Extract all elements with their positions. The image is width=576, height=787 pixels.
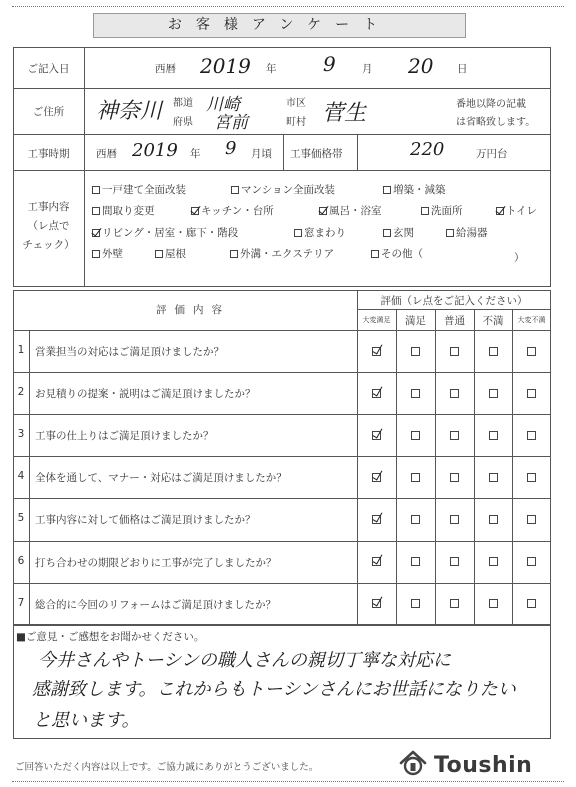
entry-month-unit: 月 bbox=[362, 63, 373, 75]
question-text: 総合的に今回のリフォームはご満足頂けましたか？ bbox=[35, 598, 276, 611]
question-number: 4 bbox=[17, 470, 25, 483]
rating-column-header: 満足 bbox=[405, 315, 426, 327]
question-text: 全体を通して、マナー・対応はご満足頂けましたか？ bbox=[35, 472, 287, 485]
checkbox-icon[interactable] bbox=[421, 207, 429, 215]
rating-checkbox[interactable] bbox=[450, 389, 459, 398]
work-label-line1: 工事内容 bbox=[27, 201, 70, 213]
address-ward: 宮前 bbox=[214, 113, 248, 133]
work-option[interactable] bbox=[383, 182, 446, 197]
work-option[interactable] bbox=[230, 246, 334, 261]
period-month: 9 bbox=[225, 138, 237, 159]
rating-checkbox[interactable] bbox=[527, 431, 536, 440]
comment-line3: と思います。 bbox=[33, 710, 140, 731]
price-value: 220 bbox=[410, 139, 445, 160]
period-era: 西暦 bbox=[96, 148, 117, 160]
city-label: 市区 bbox=[286, 98, 306, 109]
rating-column-header: 大変不満 bbox=[517, 316, 546, 324]
question-number: 2 bbox=[17, 386, 25, 399]
work-option[interactable] bbox=[421, 203, 463, 218]
work-option-label: リビング・居室・廊下・階段 bbox=[102, 227, 239, 239]
work-option-label: トイレ bbox=[506, 205, 537, 217]
rating-checkbox-checked[interactable] bbox=[372, 599, 381, 608]
work-other-close: ） bbox=[514, 252, 525, 264]
question-number: 6 bbox=[17, 554, 25, 567]
question-text: 工事内容に対して価格はご満足頂けましたか？ bbox=[35, 514, 256, 527]
row-divider bbox=[13, 583, 551, 584]
checkbox-icon[interactable] bbox=[155, 250, 163, 258]
rating-checkbox[interactable] bbox=[450, 431, 459, 440]
period-month-unit: 月頃 bbox=[251, 148, 272, 160]
rating-checkbox[interactable] bbox=[450, 473, 459, 482]
rating-checkbox[interactable] bbox=[411, 515, 420, 524]
checkbox-icon[interactable] bbox=[92, 250, 100, 258]
rating-checkbox-checked[interactable] bbox=[372, 515, 381, 524]
rating-checkbox[interactable] bbox=[411, 347, 420, 356]
question-text: お見積りの提案・説明はご満足頂けましたか？ bbox=[35, 388, 256, 401]
rating-checkbox-checked[interactable] bbox=[372, 557, 381, 566]
checkbox-icon[interactable] bbox=[446, 229, 454, 237]
checkbox-icon[interactable] bbox=[92, 207, 100, 215]
question-number: 1 bbox=[17, 344, 25, 357]
rating-checkbox[interactable] bbox=[411, 599, 420, 608]
work-option-label: 増築・減築 bbox=[393, 184, 446, 196]
rating-checkbox-checked[interactable] bbox=[372, 431, 381, 440]
question-text: 打ち合わせの期限どおりに工事が完了しましたか？ bbox=[35, 556, 277, 569]
rating-header: 評価（レ点をご記入ください） bbox=[380, 295, 528, 307]
rating-column-header: 不満 bbox=[482, 315, 504, 327]
comment-line2: 感謝致します。これからもトーシンさんにお世話になりたい bbox=[32, 679, 516, 700]
work-label-line2: （レ点で bbox=[27, 220, 70, 232]
checkbox-icon[interactable] bbox=[231, 186, 239, 194]
rating-checkbox-checked[interactable] bbox=[372, 389, 381, 398]
rating-column-header: 大変満足 bbox=[362, 316, 391, 324]
work-option-label: 洗面所 bbox=[431, 205, 463, 217]
question-text: 工事の仕上りはご満足頂けましたか？ bbox=[35, 430, 214, 443]
address-note-line1: 番地以降の記載 bbox=[456, 99, 526, 110]
rating-checkbox[interactable] bbox=[411, 389, 420, 398]
rating-checkbox[interactable] bbox=[450, 599, 459, 608]
rating-checkbox[interactable] bbox=[527, 389, 536, 398]
entry-month: 9 bbox=[323, 52, 336, 76]
work-option-label: 給湯器 bbox=[456, 227, 488, 239]
rating-checkbox[interactable] bbox=[489, 599, 498, 608]
comment-line1: 今井さんやトーシンの職人さんの親切丁寧な対応に bbox=[38, 650, 451, 671]
rating-checkbox[interactable] bbox=[450, 557, 459, 566]
rating-checkbox[interactable] bbox=[489, 389, 498, 398]
work-option-label: 屋根 bbox=[165, 248, 186, 260]
price-unit: 万円台 bbox=[476, 148, 508, 160]
price-label: 工事価格帯 bbox=[290, 148, 343, 160]
address-note-line2: は省略致します。 bbox=[456, 117, 536, 128]
work-option[interactable] bbox=[92, 182, 186, 197]
work-option-label: その他（ bbox=[381, 248, 423, 260]
rating-checkbox[interactable] bbox=[527, 515, 536, 524]
rating-checkbox[interactable] bbox=[489, 431, 498, 440]
entry-day: 20 bbox=[408, 54, 434, 78]
entry-year: 2019 bbox=[200, 54, 251, 78]
question-number: 3 bbox=[17, 428, 25, 441]
work-option-label: 玄関 bbox=[393, 227, 414, 239]
entry-day-unit: 日 bbox=[457, 63, 468, 75]
address-city: 川崎 bbox=[206, 95, 240, 115]
address-prefecture: 神奈川 bbox=[96, 99, 163, 124]
entry-date-label: ご記入日 bbox=[27, 63, 70, 75]
checkbox-icon[interactable] bbox=[371, 250, 379, 258]
rating-checkbox[interactable] bbox=[411, 431, 420, 440]
row-divider bbox=[13, 541, 551, 542]
work-option[interactable] bbox=[191, 203, 274, 218]
question-text: 営業担当の対応はご満足頂けましたか？ bbox=[35, 346, 224, 359]
company-logo bbox=[398, 748, 532, 782]
rating-checkbox[interactable] bbox=[450, 515, 459, 524]
rating-checkbox[interactable] bbox=[411, 557, 420, 566]
pref-label-top: 都道 bbox=[173, 98, 193, 109]
rating-checkbox[interactable] bbox=[527, 473, 536, 482]
checkbox-icon[interactable] bbox=[230, 250, 238, 258]
work-option-label: 一戸建て全面改装 bbox=[102, 184, 186, 196]
evaluation-header: 評価内容 bbox=[156, 304, 230, 316]
pref-label-bottom: 府県 bbox=[173, 117, 193, 128]
checkbox-icon[interactable] bbox=[92, 186, 100, 194]
rating-checkbox[interactable] bbox=[489, 347, 498, 356]
checkbox-checked-icon[interactable] bbox=[319, 207, 327, 215]
rating-column-header: 普通 bbox=[444, 315, 465, 327]
work-option-label: キッチン・台所 bbox=[201, 205, 274, 217]
row-divider bbox=[13, 456, 551, 457]
rating-checkbox-checked[interactable] bbox=[372, 347, 381, 356]
work-option-label: 間取り変更 bbox=[102, 205, 155, 217]
work-option-label: マンション全面改装 bbox=[241, 184, 336, 196]
question-number: 7 bbox=[17, 596, 25, 609]
rating-checkbox[interactable] bbox=[489, 557, 498, 566]
footer-thanks: ご回答いただく内容は以上です。ご協力誠にありがとうございました。 bbox=[15, 762, 319, 773]
town-label: 町村 bbox=[286, 117, 306, 128]
work-option[interactable] bbox=[155, 246, 186, 261]
work-label-line3: チェック） bbox=[22, 239, 75, 251]
checkbox-icon[interactable] bbox=[383, 186, 391, 194]
evaluation-table bbox=[13, 290, 551, 625]
bottom-dotted-rule bbox=[12, 781, 564, 782]
house-logo-icon bbox=[398, 748, 428, 782]
checkbox-icon[interactable] bbox=[294, 229, 302, 237]
entry-date-era: 西暦 bbox=[155, 63, 176, 75]
work-option[interactable] bbox=[319, 203, 382, 218]
work-option[interactable] bbox=[371, 246, 423, 261]
period-label: 工事時期 bbox=[27, 148, 70, 160]
row-divider bbox=[13, 372, 551, 373]
work-option[interactable] bbox=[92, 225, 238, 240]
work-option[interactable] bbox=[92, 246, 123, 261]
rating-checkbox[interactable] bbox=[527, 557, 536, 566]
rating-checkbox[interactable] bbox=[450, 347, 459, 356]
rating-checkbox[interactable] bbox=[489, 515, 498, 524]
work-option[interactable] bbox=[446, 225, 488, 240]
work-option[interactable] bbox=[383, 225, 414, 240]
entry-year-unit: 年 bbox=[266, 63, 277, 75]
rating-checkbox-checked[interactable] bbox=[372, 473, 381, 482]
work-option[interactable] bbox=[231, 182, 335, 197]
row-divider bbox=[13, 498, 551, 499]
address-label: ご住所 bbox=[32, 106, 65, 118]
work-option[interactable] bbox=[496, 203, 537, 218]
page-title: お客様アンケート bbox=[93, 13, 466, 38]
checkbox-checked-icon[interactable] bbox=[92, 229, 100, 237]
work-option-label: 窓まわり bbox=[304, 227, 346, 239]
period-year: 2019 bbox=[132, 140, 178, 161]
checkbox-checked-icon[interactable] bbox=[496, 207, 504, 215]
address-town: 菅生 bbox=[322, 101, 367, 126]
top-dotted-rule bbox=[12, 6, 564, 7]
rating-checkbox[interactable] bbox=[527, 347, 536, 356]
work-option-label: 外溝・エクステリア bbox=[240, 248, 335, 260]
work-option[interactable] bbox=[294, 225, 346, 240]
work-option-label: 外壁 bbox=[102, 248, 123, 260]
checkbox-icon[interactable] bbox=[383, 229, 391, 237]
rating-checkbox[interactable] bbox=[411, 473, 420, 482]
logo-wordmark: Toushin bbox=[434, 752, 533, 778]
rating-checkbox[interactable] bbox=[489, 473, 498, 482]
comments-label: ■ご意見・ご感想をお聞かせください。 bbox=[16, 631, 205, 643]
rating-checkbox[interactable] bbox=[527, 599, 536, 608]
row-divider bbox=[13, 414, 551, 415]
checkbox-checked-icon[interactable] bbox=[191, 207, 199, 215]
period-year-unit: 年 bbox=[190, 148, 201, 160]
work-option[interactable] bbox=[92, 203, 155, 218]
question-number: 5 bbox=[17, 512, 25, 525]
work-option-label: 風呂・浴室 bbox=[329, 205, 382, 217]
